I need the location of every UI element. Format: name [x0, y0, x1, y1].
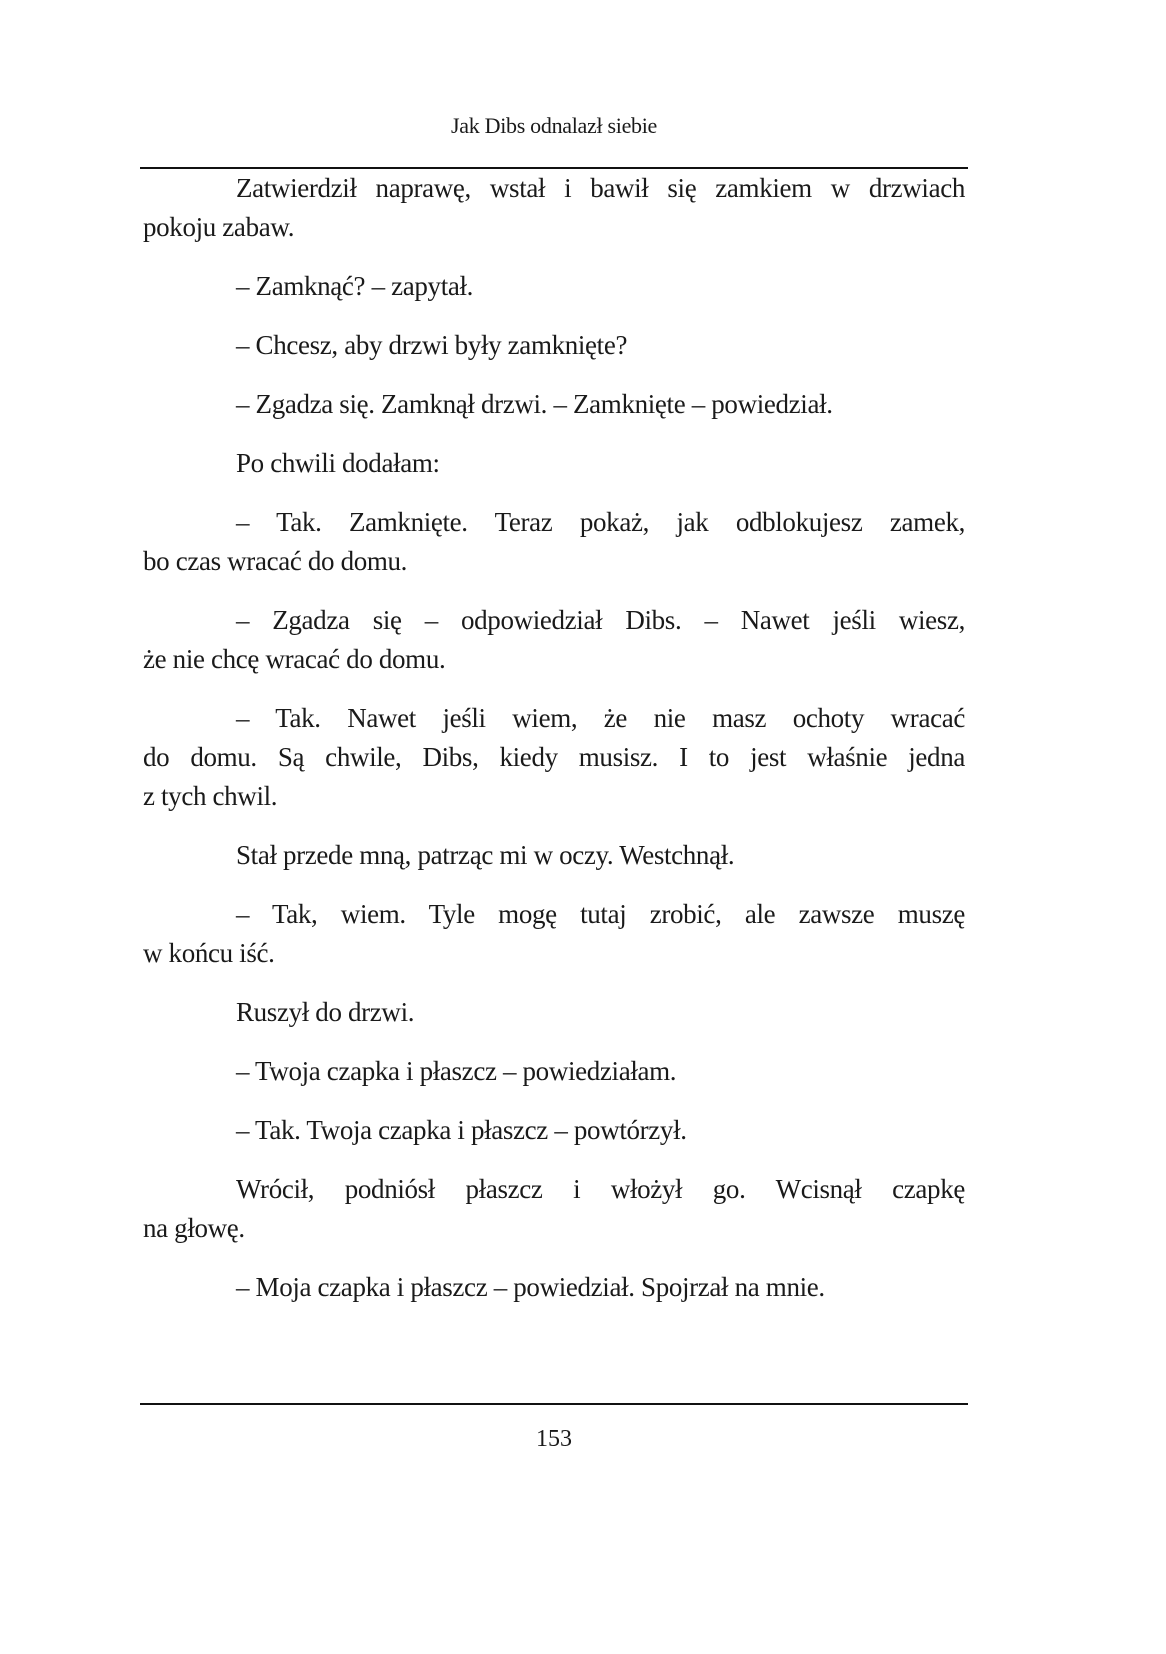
footer-rule [140, 1403, 968, 1405]
paragraph-line: Wrócił, podniósł płaszcz i włożył go. Wcisnął czapkę [236, 1174, 965, 1204]
paragraph-line: – Zgadza się – odpowiedział Dibs. – Nawet jeśli wiesz, [236, 605, 965, 635]
paragraph-line: – Zgadza się. Zamknął drzwi. – Zamknięte – powiedział. [236, 389, 833, 419]
paragraph-line: w końcu iść. [143, 938, 275, 968]
page-number: 153 [536, 1426, 572, 1452]
paragraph-line: – Tak. Twoja czapka i płaszcz – powtórzył. [236, 1115, 687, 1145]
paragraph-line: Ruszył do drzwi. [236, 997, 415, 1027]
paragraph-line: – Zamknąć? – zapytał. [236, 271, 474, 301]
paragraph-line: – Tak. Nawet jeśli wiem, że nie masz ochoty wracać [236, 703, 965, 733]
paragraph-line: – Moja czapka i płaszcz – powiedział. Spojrzał na mnie. [236, 1272, 825, 1302]
paragraph-line: – Chcesz, aby drzwi były zamknięte? [236, 330, 628, 360]
paragraph-line: – Twoja czapka i płaszcz – powiedziałam. [236, 1056, 677, 1086]
paragraph-line: bo czas wracać do domu. [143, 546, 408, 576]
paragraph-line: że nie chcę wracać do domu. [143, 644, 446, 674]
paragraph-line: Stał przede mną, patrząc mi w oczy. Westchnął. [236, 840, 735, 870]
paragraph-line: pokoju zabaw. [143, 212, 295, 242]
paragraph-line: Po chwili dodałam: [236, 448, 440, 478]
paragraph-line: na głowę. [143, 1213, 245, 1243]
header-rule [140, 167, 968, 169]
paragraph-line: – Tak, wiem. Tyle mogę tutaj zrobić, ale zawsze muszę [236, 899, 965, 929]
running-header-title: Jak Dibs odnalazł siebie [450, 113, 658, 138]
paragraph-line: z tych chwil. [143, 781, 278, 811]
paragraph-line: Zatwierdził naprawę, wstał i bawił się zamkiem w drzwiach [236, 173, 965, 203]
paragraph-line: – Tak. Zamknięte. Teraz pokaż, jak odblokujesz zamek, [236, 507, 965, 537]
paragraph-line: do domu. Są chwile, Dibs, kiedy musisz. I to jest właśnie jedna [143, 742, 965, 772]
